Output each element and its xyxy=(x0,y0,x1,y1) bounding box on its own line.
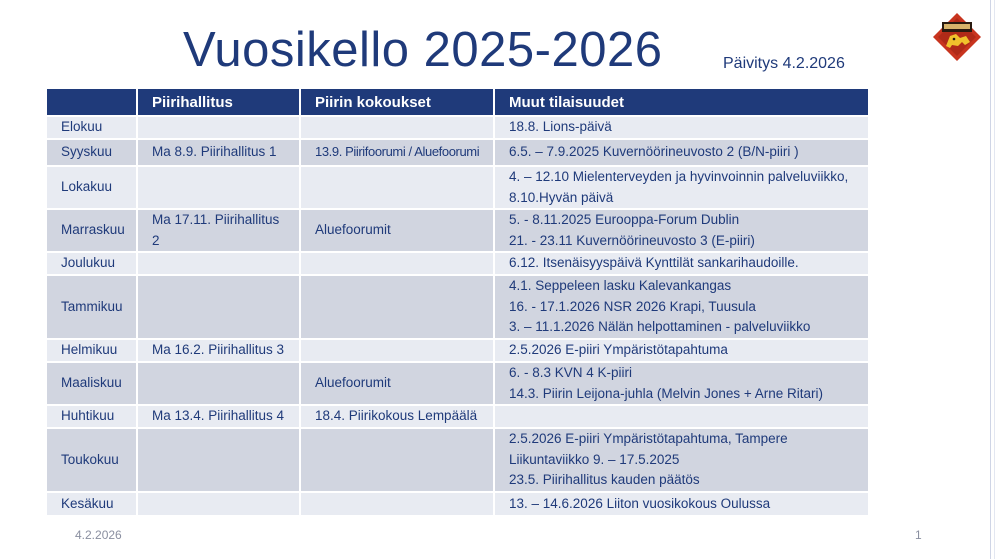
month-cell: Syyskuu xyxy=(47,139,137,166)
event-line: 21. - 23.11 Kuvernöörineuvosto 3 (E-piiri) xyxy=(509,232,755,248)
annual-calendar-table xyxy=(47,89,868,515)
event-line: 2.5.2026 E-piiri Ympäristötapahtuma, Tampere xyxy=(509,431,788,447)
event-line: 18.8. Lions-päivä xyxy=(509,119,612,135)
meetings-cell xyxy=(300,166,494,209)
month-cell: Kesäkuu xyxy=(47,492,137,515)
other-events-cell xyxy=(494,139,868,166)
event-line: 8.10.Hyvän päivä xyxy=(509,189,614,205)
event-line: 4.1. Seppeleen lasku Kalevankangas xyxy=(509,278,732,294)
meetings-cell: 13.9. Piirifoorumi / Aluefoorumi xyxy=(300,139,494,166)
other-events-cell xyxy=(494,209,868,252)
event-line: 16. - 17.1.2026 NSR 2026 Krapi, Tuusula xyxy=(509,298,756,314)
meetings-cell: Aluefoorumit xyxy=(300,362,494,405)
event-line: 13. – 14.6.2026 Liiton vuosikokous Oulussa xyxy=(509,495,771,511)
other-events-cell xyxy=(494,166,868,209)
header-other-events: Muut tilaisuudet xyxy=(494,89,868,116)
table-row xyxy=(47,428,868,492)
event-line: 2.5.2026 E-piiri Ympäristötapahtuma xyxy=(509,342,728,358)
month-cell: Maaliskuu xyxy=(47,362,137,405)
other-events-cell xyxy=(494,405,868,428)
event-line: 23.5. Piirihallitus kauden päätös xyxy=(509,472,700,488)
footer-date: 4.2.2026 xyxy=(75,528,122,542)
header-meetings: Piirin kokoukset xyxy=(300,89,494,116)
table-row xyxy=(47,339,868,362)
event-line: 14.3. Piirin Leijona-juhla (Melvin Jones + Arne Ritari) xyxy=(509,385,824,401)
meetings-cell xyxy=(300,428,494,492)
event-line: Liikuntaviikko 9. – 17.5.2025 xyxy=(509,451,680,467)
event-line: 6.12. Itsenäisyyspäivä Kynttilät sankarihaudoille. xyxy=(509,255,799,271)
month-cell: Joulukuu xyxy=(47,252,137,275)
table-row xyxy=(47,405,868,428)
lions-club-emblem-icon xyxy=(932,12,982,62)
month-cell: Lokakuu xyxy=(47,166,137,209)
slide-edge-line xyxy=(990,0,991,559)
board-cell: Ma 13.4. Piirihallitus 4 xyxy=(137,405,300,428)
event-line: 4. – 12.10 Mielenterveyden ja hyvinvoinnin palveluviikko, xyxy=(509,169,849,184)
month-cell: Marraskuu xyxy=(47,209,137,252)
month-cell: Huhtikuu xyxy=(47,405,137,428)
table-row xyxy=(47,209,868,252)
meetings-cell xyxy=(300,252,494,275)
meetings-cell xyxy=(300,116,494,139)
event-line: 6.5. – 7.9.2025 Kuvernöörineuvosto 2 (B/N-piiri ) xyxy=(509,144,799,160)
update-note: Päivitys 4.2.2026 xyxy=(723,55,845,72)
table-row xyxy=(47,492,868,515)
table-row xyxy=(47,362,868,405)
board-cell xyxy=(137,362,300,405)
event-line: 3. – 11.1.2026 Nälän helpottaminen - palveluviikko xyxy=(509,319,811,335)
board-cell xyxy=(137,492,300,515)
table-row xyxy=(47,252,868,275)
month-cell: Tammikuu xyxy=(47,275,137,339)
meetings-cell xyxy=(300,339,494,362)
meetings-cell: 18.4. Piirikokous Lempäälä xyxy=(300,405,494,428)
event-line: 5. - 8.11.2025 Eurooppa-Forum Dublin xyxy=(509,212,740,227)
table-row xyxy=(47,139,868,166)
table-row xyxy=(47,166,868,209)
meetings-cell: Aluefoorumit xyxy=(300,209,494,252)
table-header-row xyxy=(47,89,868,116)
board-cell: Ma 17.11. Piirihallitus 2 xyxy=(137,209,300,252)
other-events-cell xyxy=(494,252,868,275)
board-cell xyxy=(137,166,300,209)
meetings-cell xyxy=(300,492,494,515)
table-row xyxy=(47,116,868,139)
month-cell: Helmikuu xyxy=(47,339,137,362)
slide-title: Vuosikello 2025-2026 xyxy=(183,23,663,77)
board-cell xyxy=(137,275,300,339)
other-events-cell xyxy=(494,275,868,339)
board-cell xyxy=(137,116,300,139)
other-events-cell xyxy=(494,428,868,492)
board-cell: Ma 16.2. Piirihallitus 3 xyxy=(137,339,300,362)
meetings-cell xyxy=(300,275,494,339)
slide-edge-line xyxy=(994,0,995,559)
other-events-cell xyxy=(494,492,868,515)
board-cell: Ma 8.9. Piirihallitus 1 xyxy=(137,139,300,166)
board-cell xyxy=(137,252,300,275)
other-events-cell xyxy=(494,339,868,362)
table-row xyxy=(47,275,868,339)
other-events-cell xyxy=(494,116,868,139)
header-board: Piirihallitus xyxy=(137,89,300,116)
other-events-cell xyxy=(494,362,868,405)
event-line: 6. - 8.3 KVN 4 K-piiri xyxy=(509,365,633,380)
board-cell xyxy=(137,428,300,492)
month-cell: Toukokuu xyxy=(47,428,137,492)
month-cell: Elokuu xyxy=(47,116,137,139)
header-month xyxy=(47,89,137,116)
page-number: 1 xyxy=(915,528,922,542)
